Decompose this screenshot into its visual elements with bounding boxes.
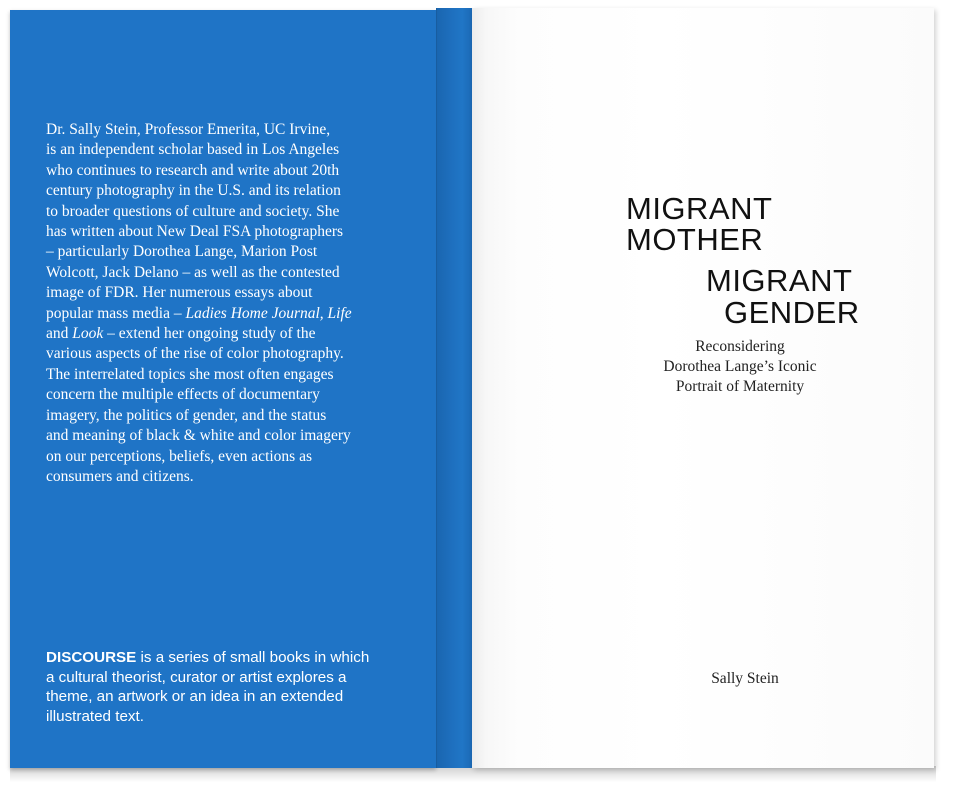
subtitle-line: Reconsidering bbox=[695, 338, 785, 355]
bio-line: Wolcott, Jack Delano – as well as the contested bbox=[46, 263, 340, 281]
bio-line: concern the multiple effects of documentary bbox=[46, 386, 320, 404]
bio-line bbox=[46, 304, 406, 324]
bio-line: and meaning of black & white and color imagery bbox=[46, 427, 351, 445]
subtitle-line: Portrait of Maternity bbox=[675, 378, 805, 395]
title-line: MIGRANT bbox=[626, 191, 773, 226]
author-name: Sally Stein bbox=[711, 670, 779, 687]
bio-line bbox=[46, 324, 406, 344]
bio-line: – particularly Dorothea Lange, Marion Post bbox=[46, 243, 318, 261]
bio-text: and bbox=[46, 325, 73, 343]
bio-text: – extend her ongoing study of the bbox=[103, 325, 316, 343]
bio-line: to broader questions of culture and society. She bbox=[46, 202, 340, 220]
bio-line: on our perceptions, beliefs, even actions as bbox=[46, 447, 312, 465]
book-shadow bbox=[10, 766, 936, 782]
bio-text: popular mass media – bbox=[46, 304, 186, 322]
series-text: is a series of small books in which bbox=[136, 649, 370, 666]
series-line bbox=[46, 648, 406, 668]
bio-line: The interrelated topics she most often engages bbox=[46, 365, 334, 383]
series-line: theme, an artwork or an idea in an extended bbox=[46, 688, 344, 706]
book-subtitle bbox=[640, 337, 840, 397]
author-bio bbox=[46, 120, 406, 487]
book-spine bbox=[436, 8, 473, 768]
bio-line: has written about New Deal FSA photographers bbox=[46, 223, 344, 241]
bio-line: century photography in the U.S. and its relation bbox=[46, 182, 341, 200]
bio-line: who continues to research and write about 20th bbox=[46, 161, 340, 179]
bio-magazine-title: Look bbox=[72, 325, 104, 343]
series-description bbox=[46, 648, 406, 726]
title-line: MOTHER bbox=[626, 222, 764, 257]
bio-line: is an independent scholar based in Los Angeles bbox=[46, 141, 340, 159]
series-line: a cultural theorist, curator or artist explores a bbox=[46, 668, 347, 686]
series-name: DISCOURSE bbox=[46, 649, 137, 666]
bio-line: Dr. Sally Stein, Professor Emerita, UC Irvine, bbox=[46, 121, 331, 138]
bio-line: imagery, the politics of gender, and the status bbox=[46, 406, 327, 424]
subtitle-line: Dorothea Lange’s Iconic bbox=[663, 358, 817, 375]
title-line: GENDER bbox=[724, 295, 860, 330]
bio-line: various aspects of the rise of color photography. bbox=[46, 345, 344, 363]
series-line: illustrated text. bbox=[46, 707, 144, 725]
title-line: MIGRANT bbox=[706, 263, 853, 298]
bio-line: image of FDR. Her numerous essays about bbox=[46, 284, 313, 302]
bio-line: consumers and citizens. bbox=[46, 467, 194, 485]
bio-magazine-titles: Ladies Home Journal, Life bbox=[185, 304, 352, 322]
